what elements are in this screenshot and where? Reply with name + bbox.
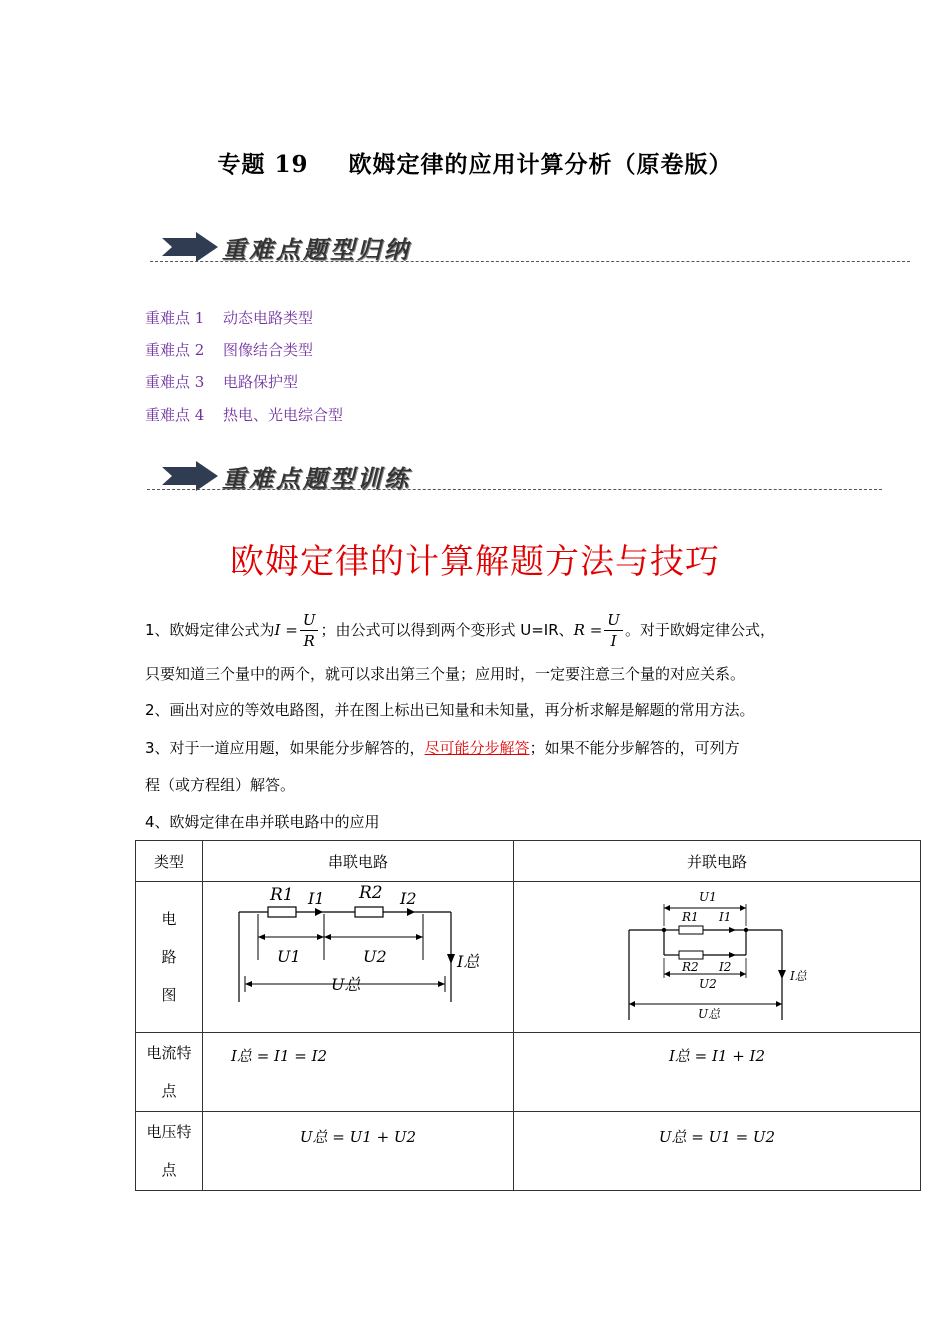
current-arrow-icon <box>447 954 455 964</box>
toc-label: 重难点 3 <box>145 373 205 391</box>
row-label <box>136 1112 203 1191</box>
toc-text: 电路保护型 <box>223 373 299 391</box>
toc-text: 热电、光电综合型 <box>223 406 344 424</box>
text: ；由公式可以得到两个变形式 U=IR、 <box>320 621 574 639</box>
label-u-total: U总 <box>331 975 361 994</box>
paragraph-3-line2: 程（或方程组）解答。 <box>145 776 296 794</box>
label-u1: U1 <box>699 890 717 904</box>
label-text: 电压特 <box>146 1123 192 1141</box>
label-i1: I1 <box>308 889 325 908</box>
parallel-circuit-cell <box>514 882 921 1033</box>
series-circuit-diagram <box>203 882 513 1028</box>
label-i2: I2 <box>400 889 417 908</box>
label-i2: I2 <box>719 960 732 974</box>
label-text: 电流特 <box>146 1044 192 1062</box>
row-label <box>136 882 203 1033</box>
label-r2: R2 <box>359 883 383 903</box>
text: 3、对于一道应用题，如果能分步解答的， <box>145 739 425 757</box>
label-u-total: U总 <box>698 1007 721 1021</box>
formula-lhs: R = <box>573 621 603 639</box>
label-r1: R1 <box>682 910 699 924</box>
current-arrow-icon <box>315 908 323 916</box>
toc-item[interactable] <box>145 307 313 328</box>
denominator: I <box>610 632 617 650</box>
label-u2: U2 <box>699 977 717 991</box>
toc-item[interactable] <box>145 339 313 360</box>
label-u1: U1 <box>277 947 301 966</box>
toc-label: 重难点 4 <box>145 406 205 424</box>
label-r1: R1 <box>270 885 294 905</box>
paragraph-4: 4、欧姆定律在串并联电路中的应用 <box>145 813 380 831</box>
section-title: 欧姆定律的计算解题方法与技巧 <box>230 542 720 582</box>
current-arrow-icon <box>729 952 736 958</box>
arrow-right-icon <box>162 461 218 491</box>
toc-text: 动态电路类型 <box>223 309 314 327</box>
resistor-r1 <box>268 907 296 917</box>
title-text: 欧姆定律的应用计算分析（原卷版） <box>348 151 733 178</box>
page-title <box>0 146 950 179</box>
highlight-link[interactable]: 尽可能分步解答 <box>424 739 530 757</box>
current-arrow-icon <box>729 927 736 933</box>
label-text: 点 <box>161 1082 177 1100</box>
toc-label: 重难点 1 <box>145 309 205 327</box>
numerator: U <box>604 610 623 631</box>
label-char: 电 <box>161 910 177 928</box>
table-row-voltage <box>136 1112 921 1191</box>
header-cell: 类型 <box>136 841 203 882</box>
paragraph-1-line2: 只要知道三个量中的两个，就可以求出第三个量；应用时，一定要注意三个量的对应关系。 <box>145 665 746 683</box>
parallel-voltage-formula: U总 = U1 = U2 <box>514 1112 921 1191</box>
toc-item[interactable] <box>145 371 298 392</box>
label-r2: R2 <box>682 960 699 974</box>
arrow-right-icon <box>162 232 218 262</box>
divider <box>147 489 882 490</box>
table-header-row <box>136 841 921 882</box>
parallel-current-formula: I总 = I1 + I2 <box>514 1033 921 1112</box>
numerator: U <box>300 610 319 631</box>
title-number: 专题 19 <box>217 151 309 178</box>
label-i-total: I总 <box>790 969 807 983</box>
series-current-formula: I总 = I1 = I2 <box>203 1033 514 1112</box>
label-text: 点 <box>161 1161 177 1179</box>
label-i1: I1 <box>719 910 732 924</box>
row-label <box>136 1033 203 1112</box>
series-voltage-formula: U总 = U1 + U2 <box>203 1112 514 1191</box>
parallel-circuit-diagram <box>514 882 920 1028</box>
header-cell: 并联电路 <box>514 841 921 882</box>
toc-text: 图像结合类型 <box>223 341 314 359</box>
paragraph-2: 2、画出对应的等效电路图，并在图上标出已知量和未知量，再分析求解是解题的常用方法。 <box>145 701 755 719</box>
resistor-r2 <box>355 907 383 917</box>
table-row-current <box>136 1033 921 1112</box>
label-char: 路 <box>161 948 177 966</box>
toc-label: 重难点 2 <box>145 341 205 359</box>
label-u2: U2 <box>363 947 387 966</box>
current-arrow-icon <box>407 908 415 916</box>
text: 。对于欧姆定律公式， <box>624 621 775 639</box>
series-circuit-cell <box>203 882 514 1033</box>
text: ；如果不能分步解答的，可列方 <box>529 739 740 757</box>
formula-lhs: I = <box>274 621 298 639</box>
table-row-circuit <box>136 882 921 1033</box>
paragraph-1 <box>145 610 810 651</box>
text: 1、欧姆定律公式为 <box>145 621 275 639</box>
header-cell: 串联电路 <box>203 841 514 882</box>
current-arrow-icon <box>778 970 786 979</box>
banner-title: 重难点题型训练 <box>222 464 411 493</box>
paragraph-3 <box>145 730 810 766</box>
fraction <box>300 610 319 651</box>
label-char: 图 <box>161 986 177 1004</box>
fraction <box>604 610 623 651</box>
toc-item[interactable] <box>145 404 343 425</box>
ohm-law-table <box>135 840 921 1191</box>
banner-title: 重难点题型归纳 <box>222 235 411 264</box>
denominator: R <box>303 632 315 650</box>
section-banner-summary <box>150 226 910 266</box>
divider <box>150 261 910 262</box>
label-i-total: I总 <box>457 952 480 971</box>
